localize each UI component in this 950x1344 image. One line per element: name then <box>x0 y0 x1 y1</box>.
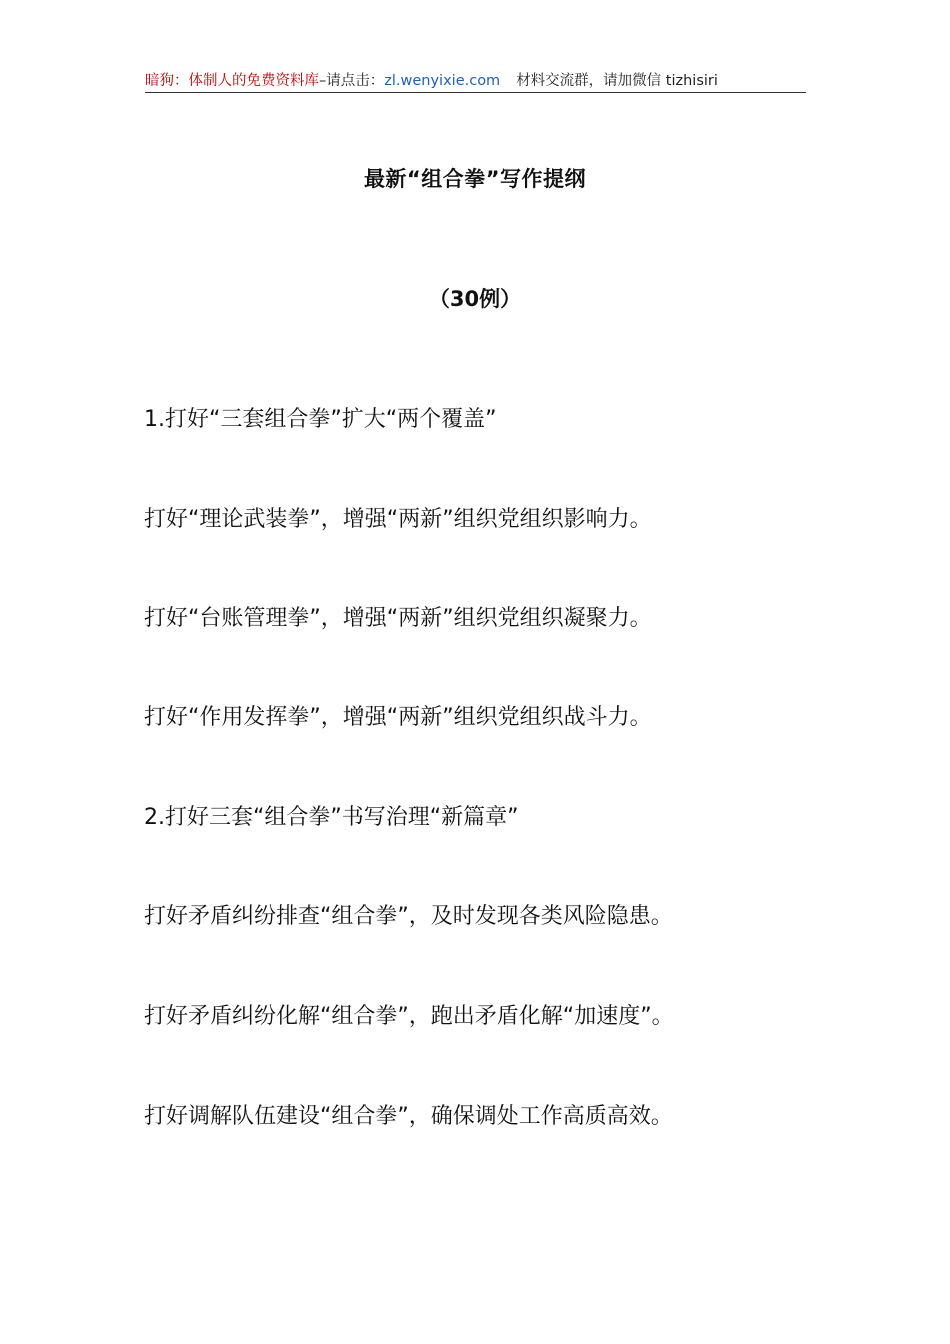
paragraph: 打好调解队伍建设“组合拳”，确保调处工作高质高效。 <box>144 1104 673 1129</box>
header-site-link[interactable]: zl.wenyixie.com <box>384 73 501 89</box>
header-click-prompt: –请点击： <box>319 73 385 89</box>
header-brand: 暗狗：体制人的免费资料库 <box>145 73 319 89</box>
section-heading-1: 1.打好“三套组合拳”扩大“两个覆盖” <box>144 407 497 432</box>
page-header <box>145 70 806 93</box>
paragraph: 打好矛盾纠纷排查“组合拳”，及时发现各类风险隐患。 <box>144 904 673 929</box>
paragraph: 打好“作用发挥拳”，增强“两新”组织党组织战斗力。 <box>144 705 652 730</box>
paragraph: 打好“台账管理拳”，增强“两新”组织党组织凝聚力。 <box>144 606 652 631</box>
header-group-note: 材料交流群，请加微信 tizhisiri <box>516 73 718 89</box>
paragraph: 打好“理论武装拳”，增强“两新”组织党组织影响力。 <box>144 507 652 532</box>
paragraph: 打好矛盾纠纷化解“组合拳”，跑出矛盾化解“加速度”。 <box>144 1004 674 1029</box>
document-subtitle: （30例） <box>428 287 522 311</box>
section-heading-2: 2.打好三套“组合拳”书写治理“新篇章” <box>144 805 519 830</box>
document-title: 最新“组合拳”写作提纲 <box>363 167 587 191</box>
